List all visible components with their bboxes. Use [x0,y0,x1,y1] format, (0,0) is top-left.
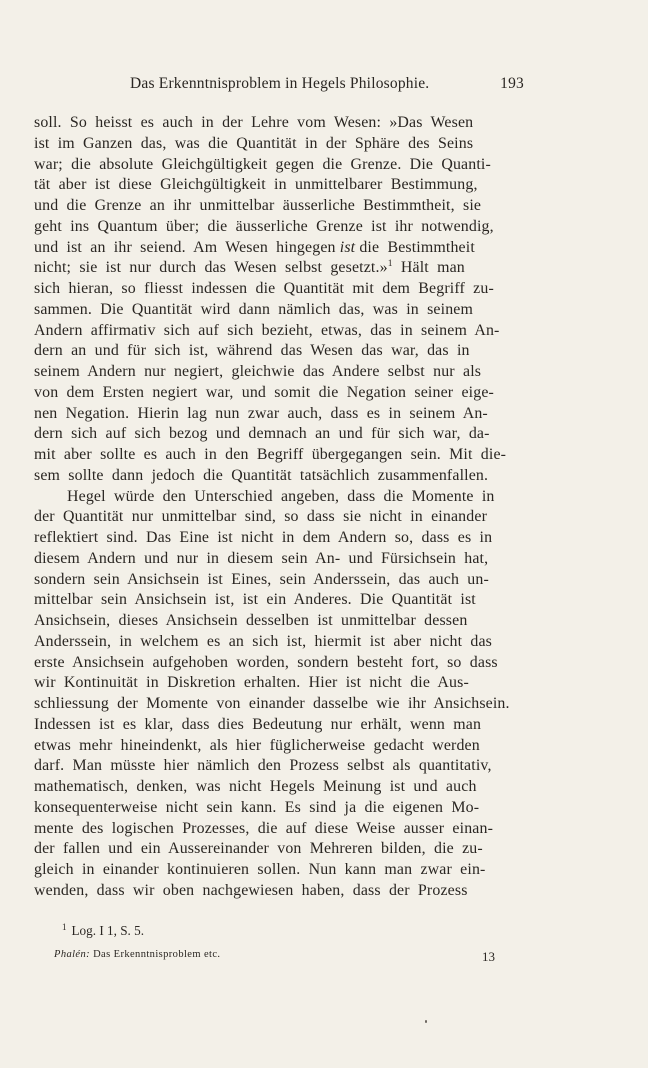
text-line [34,819,541,840]
text-line [34,175,541,196]
line-text: mente des logischen Prozesses, die auf diese Weise ausser einan- [34,819,494,837]
running-title: Das Erkenntnisproblem in Hegels Philosophie. [130,75,430,92]
line-text: sammen. Die Quantität wird dann nämlich das, was in seinem [34,300,474,318]
text-line [34,155,541,176]
text-line [34,673,541,694]
line-text: der fallen und ein Aussereinander von Mehreren bilden, die zu- [34,840,483,858]
line-text: sem sollte dann jedoch die Quantität tatsächlich zusammenfallen. [34,466,489,484]
text-line [34,611,541,632]
line-text: sondern sein Ansichsein ist Eines, sein Anderssein, das auch un- [34,570,489,588]
line-text: reflektiert sind. Das Eine ist nicht in dem Andern so, dass es in [34,529,493,546]
text-line [34,258,541,279]
line-text: der Quantität nur unmittelbar sind, so dass sie nicht in einander [34,508,488,526]
page-number: 193 [500,75,524,92]
text-line [34,632,541,653]
line-text: nen Negation. Hierin lag nun zwar auch, dass es in seinem An- [34,404,488,422]
line-text: nicht; sie ist nur durch das Wesen selbst gesetzt.» [34,259,388,277]
text-line [34,736,541,757]
line-text: diesem Andern und nur in diesem sein An- und Fürsichsein hat, [34,549,489,567]
text-line [34,570,541,591]
line-text: darf. Man müsste hier nämlich den Prozess selbst als quantitativ, [34,757,492,775]
line-text: und die Grenze an ihr unmittelbar äusserliche Bestimmtheit, sie [34,197,482,214]
line-text: geht ins Quantum über; die äusserliche Grenze ist ihr notwendig, [34,217,494,235]
text-line [34,777,541,798]
line-text: sich hieran, so fliesst indessen die Quantität mit dem Begriff zu- [34,280,494,297]
text-line [34,549,541,570]
text-line [34,134,541,155]
text-line [34,445,541,466]
text-line [34,715,541,736]
text-line [34,507,541,528]
text-line [34,860,541,881]
line-text: Hält man [392,259,465,277]
text-line [34,279,541,300]
text-line [34,217,541,238]
line-text: wenden, dass wir oben nachgewiesen haben, dass der Prozess [34,881,468,899]
line-text: gleich in einander kontinuieren sollen. Nun kann man zwar ein- [34,861,486,878]
text-line [34,196,541,217]
line-text: von dem Ersten negiert war, und somit die Negation seiner eige- [34,383,494,401]
line-text: wir Kontinuität in Diskretion erhalten. Hier ist nicht die Aus- [34,674,469,692]
line-text: und ist an ihr seiend. Am Wesen hingegen [34,238,340,256]
line-text: mittelbar sein Ansichsein ist, ist ein Anderes. Die Quantität ist [34,591,476,609]
line-text: tät aber ist diese Gleichgültigkeit in unmittelbarer Bestimmung, [34,176,478,194]
text-line [34,321,541,342]
line-text: konsequenterweise nicht sein kann. Es sind ja die eigenen Mo- [34,798,480,816]
line-text: mit aber sollte es auch in den Begriff übergegangen sein. Mit die- [34,446,507,463]
line-text: ist im Ganzen das, was die Quantität in der Sphäre des Seins [34,134,474,152]
footnote [62,923,144,939]
text-line [34,839,541,860]
signature-title: Das Erkenntnisproblem etc. [93,949,221,960]
line-text: erste Ansichsein aufgehoben worden, sondern besteht fort, so dass [34,653,498,671]
line-text: Anderssein, in welchem es an sich ist, hiermit ist aber nicht das [34,632,493,650]
text-line [34,756,541,777]
line-text: war; die absolute Gleichgültigkeit gegen die Grenze. Die Quanti- [34,155,491,173]
text-line [34,238,541,259]
line-text: soll. So heisst es auch in der Lehre vom Wesen: »Das Wesen [34,114,474,131]
text-line [34,694,541,715]
text-line [34,113,541,134]
footnote-reference[interactable]: 1 [387,259,393,270]
text-line [34,653,541,674]
text-line [34,362,541,383]
line-text: seinem Andern nur negiert, gleichwie das Andere selbst nur als [34,363,482,380]
line-text: mathematisch, denken, was nicht Hegels Meinung ist und auch [34,778,477,795]
text-line [34,487,541,508]
text-line [34,300,541,321]
line-text: Hegel würde den Unterschied angeben, dass die Momente in [67,487,495,505]
footnote-mark: 1 [62,922,67,932]
text-line [34,424,541,445]
line-text: die Bestimmtheit [355,238,475,256]
line-text: schliessung der Momente von einander dasselbe wie ihr Ansichsein. [34,695,510,712]
paper-speck [425,1020,427,1023]
line-text: Andern affirmativ sich auf sich bezieht, etwas, das in seinem An- [34,321,500,339]
text-line [34,798,541,819]
line-text: dern an und für sich ist, während das Wesen das war, das in [34,342,470,360]
footnote-text: Log. I 1, S. 5. [71,923,145,938]
line-text: Ansichsein, dieses Ansichsein desselben ist unmittelbar dessen [34,612,468,629]
text-line [34,466,541,487]
body-text [34,113,541,902]
text-line [34,341,541,362]
emphasis-text: ist [339,238,356,256]
text-line [34,881,541,902]
text-line [34,383,541,404]
signature-author: Phalén: [54,949,91,960]
text-line [34,404,541,425]
text-line [34,590,541,611]
printer-signature [54,949,220,960]
line-text: etwas mehr hineindenkt, als hier füglicherweise gedacht werden [34,736,480,754]
running-head [34,75,524,95]
line-text: Indessen ist es klar, dass dies Bedeutung nur erhält, wenn man [34,715,482,733]
text-line [34,528,541,549]
line-text: dern sich auf sich bezog und demnach an und für sich war, da- [34,425,490,443]
sheet-number: 13 [482,949,495,964]
